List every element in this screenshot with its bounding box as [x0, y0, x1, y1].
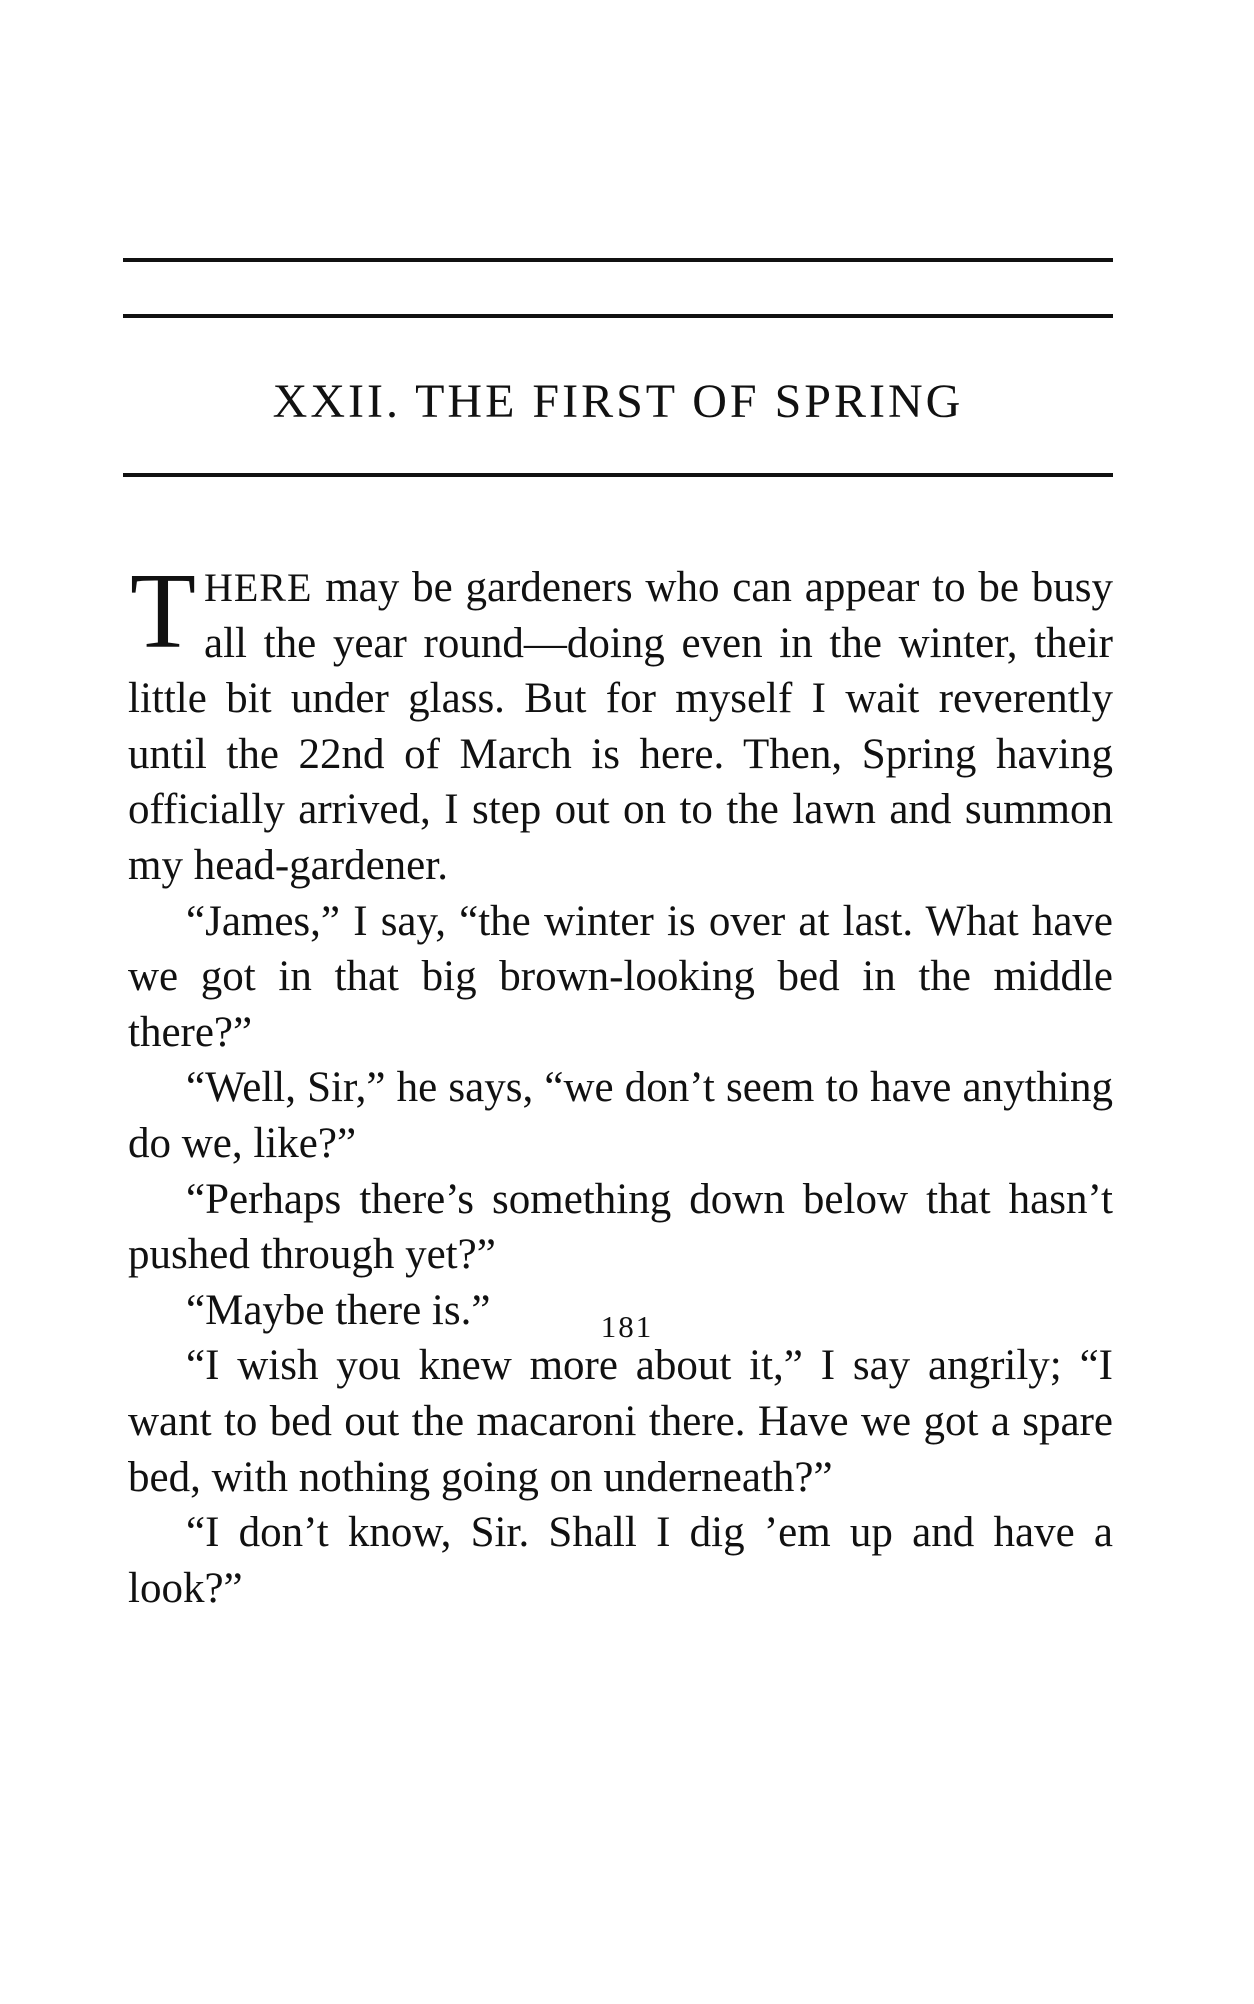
paragraph-1-text: may be gardeners who can appear to be busy all the year round—doing even in the winter, their little bit under glass. But for myself I wait reverently until the 22nd of March is here. Then, Spring having officially arrived, I step out on to the lawn and summon my head-gardener. — [128, 564, 1113, 889]
page-number: 181 — [600, 1309, 654, 1344]
body-text — [128, 552, 1113, 1616]
lead-word: HERE — [203, 565, 313, 610]
chapter-title: XXII. THE FIRST OF SPRING — [272, 375, 964, 428]
second-rule — [123, 314, 1113, 318]
paragraph-5: “Maybe there is.” — [186, 1286, 491, 1334]
paragraph-2: “James,” I say, “the winter is over at last. What have we got in that big brown-looking bed in the middle there?” — [128, 897, 1113, 1056]
drop-cap: T — [130, 552, 196, 671]
paragraph-4: “Perhaps there’s something down below that hasn’t pushed through yet?” — [128, 1175, 1113, 1279]
top-rule — [123, 258, 1113, 262]
paragraph-6: “I wish you knew more about it,” I say angrily; “I want to bed out the macaroni there. Have we got a spare bed, with nothing going on underneath?” — [128, 1342, 1113, 1501]
paragraph-3: “Well, Sir,” he says, “we don’t seem to have anything do we, like?” — [128, 1064, 1113, 1167]
title-underline-rule — [123, 473, 1113, 477]
paragraph-7: “I don’t know, Sir. Shall I dig ’em up and have a look?” — [128, 1509, 1113, 1612]
paragraph-1 — [128, 552, 1113, 894]
